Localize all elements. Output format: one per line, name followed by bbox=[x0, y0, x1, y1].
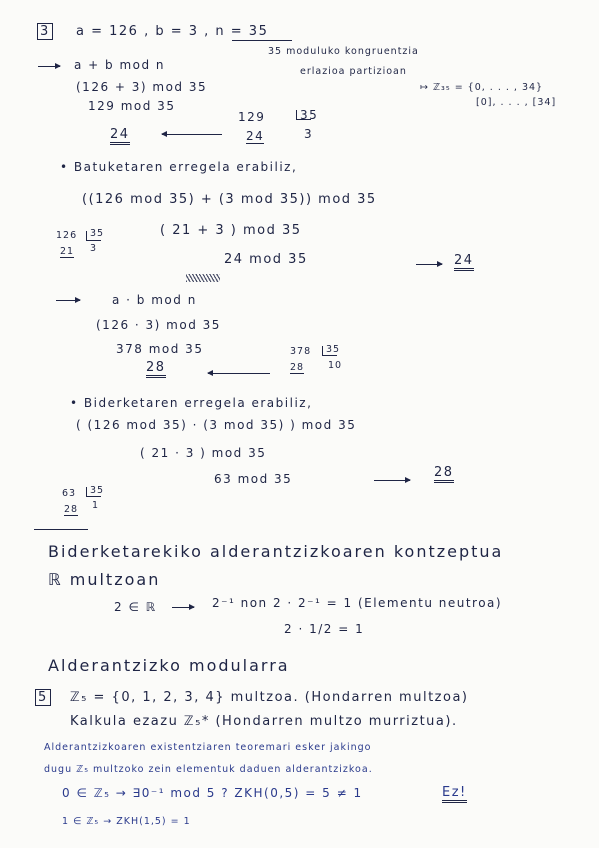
sum-property-heading: • Batuketaren erregela erabiliz, bbox=[60, 160, 298, 174]
crossed-out-scribble bbox=[186, 274, 220, 282]
division-2-divisor: 35 bbox=[90, 228, 105, 239]
product-heading: a · b mod n bbox=[112, 293, 197, 307]
division-4-quotient: 1 bbox=[92, 500, 100, 511]
inverse-line-1-left: 2 ∈ ℝ bbox=[114, 600, 157, 614]
division-1-dividend: 129 bbox=[238, 110, 266, 124]
right-arrow-icon bbox=[416, 264, 442, 265]
exercise-5-line-1: ℤ₅ = {0, 1, 2, 3, 4} multzoa. (Hondarren multzoa) bbox=[70, 690, 469, 705]
division-3-dividend: 378 bbox=[290, 346, 312, 357]
division-1-quotient: 3 bbox=[304, 127, 314, 141]
division-2-remainder: 21 bbox=[60, 246, 75, 257]
division-3-divisor: 35 bbox=[326, 344, 341, 355]
exercise-5-number: 5 bbox=[35, 690, 51, 705]
exercise-5-line-6: 1 ∈ ℤ₅ → ZKH(1,5) = 1 bbox=[62, 816, 191, 827]
division-4-remainder: 28 bbox=[64, 504, 79, 515]
sum-heading: a + b mod n bbox=[74, 58, 166, 72]
exercise-5-answer: Ez! bbox=[442, 785, 467, 800]
right-arrow-icon bbox=[172, 607, 194, 608]
division-2-quotient: 3 bbox=[90, 243, 98, 254]
modular-inverse-heading: Alderantzizko modularra bbox=[48, 656, 290, 675]
division-1-remainder: 24 bbox=[246, 129, 265, 143]
exercise-5-line-5: 0 ∈ ℤ₅ → ∃0⁻¹ mod 5 ? ZKH(0,5) = 5 ≠ 1 bbox=[62, 786, 363, 800]
section-divider bbox=[34, 529, 88, 530]
exercise-3-number: 3 bbox=[37, 24, 53, 39]
sum-property-line-1: ((126 mod 35) + (3 mod 35)) mod 35 bbox=[82, 192, 377, 207]
right-arrow-icon bbox=[374, 480, 410, 481]
division-1-divisor: 35 bbox=[300, 108, 319, 122]
bullet-arrow-icon bbox=[56, 300, 80, 301]
product-property-result: 28 bbox=[434, 465, 454, 480]
exercise-5-line-2: Kalkula ezazu ℤ₅* (Hondarren multzo murriztua). bbox=[70, 714, 458, 729]
bullet-arrow-icon bbox=[38, 66, 60, 67]
product-property-heading: • Biderketaren erregela erabiliz, bbox=[70, 396, 313, 410]
inverse-concept-title-2: ℝ multzoan bbox=[48, 570, 161, 589]
division-3-remainder: 28 bbox=[290, 362, 305, 373]
inverse-line-2: 2 · 1/2 = 1 bbox=[284, 622, 365, 636]
division-4-divisor: 35 bbox=[90, 485, 105, 496]
partition-note-3: ↦ ℤ₃₅ = {0, . . . , 34} bbox=[420, 82, 544, 93]
sum-result: 24 bbox=[110, 127, 130, 142]
given-values: a = 126 , b = 3 , n = 35 bbox=[76, 24, 269, 39]
sum-property-line-2: ( 21 + 3 ) mod 35 bbox=[160, 223, 302, 238]
exercise-5-line-3: Alderantzizkoaren existentziaren teoremari esker jakingo bbox=[44, 742, 372, 753]
product-line-2: 378 mod 35 bbox=[116, 342, 204, 356]
n-underline bbox=[232, 40, 292, 41]
inverse-line-1: 2⁻¹ non 2 · 2⁻¹ = 1 (Elementu neutroa) bbox=[212, 596, 503, 610]
division-3-quotient: 10 bbox=[328, 360, 343, 371]
partition-note-2: erlazioa partizioan bbox=[300, 66, 407, 77]
exercise-5-line-4: dugu ℤ₅ multzoko zein elementuk daduen alderantzizkoa. bbox=[44, 764, 373, 775]
left-arrow-icon bbox=[162, 134, 222, 135]
inverse-concept-title: Biderketarekiko alderantzizkoaren kontzeptua bbox=[48, 542, 504, 561]
product-result: 28 bbox=[146, 360, 166, 375]
sum-property-line-3: 24 mod 35 bbox=[224, 252, 308, 267]
partition-note-1: 35 moduluko kongruentzia bbox=[268, 46, 419, 57]
product-line-1: (126 · 3) mod 35 bbox=[96, 318, 221, 332]
sum-property-result: 24 bbox=[454, 253, 474, 268]
division-4-dividend: 63 bbox=[62, 488, 77, 499]
partition-note-4: [0], . . . , [34] bbox=[476, 97, 557, 108]
division-2-dividend: 126 bbox=[56, 230, 78, 241]
left-arrow-icon bbox=[208, 373, 270, 374]
product-property-line-1: ( (126 mod 35) · (3 mod 35) ) mod 35 bbox=[76, 418, 357, 432]
sum-line-1: (126 + 3) mod 35 bbox=[76, 80, 208, 94]
product-property-line-3: 63 mod 35 bbox=[214, 472, 293, 486]
product-property-line-2: ( 21 · 3 ) mod 35 bbox=[140, 446, 267, 460]
sum-line-2: 129 mod 35 bbox=[88, 99, 176, 113]
